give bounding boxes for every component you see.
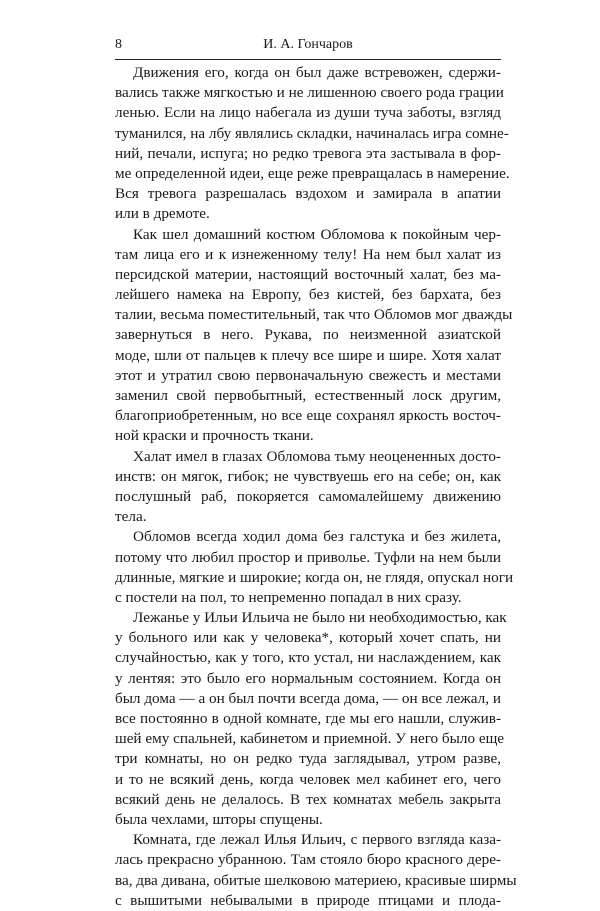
text-line: Комната, где лежал Илья Ильич, с первого взгляда каза-: [133, 831, 501, 849]
text-line: потому что любил простор и приволье. Туфли на нем были: [115, 548, 501, 566]
text-line: Вся тревога разрешалась вздохом и замирала в апатии: [115, 185, 501, 203]
text-line: Халат имел в глазах Обломова тьму неоцененных досто-: [133, 447, 501, 465]
text-line: талии, весьма поместительный, так что Обломов мог дважды: [115, 306, 513, 324]
text-line: Как шел домашний костюм Обломова к покойным чер-: [133, 225, 501, 243]
text-line: персидской материи, настоящий восточный халат, без ма-: [115, 265, 501, 283]
text-line: был дома — а он был почти всегда дома, — он все лежал, и: [115, 689, 501, 707]
text-line: вались также мягкостью и не лишенною своего рода грации: [115, 84, 504, 102]
running-title: И. А. Гончаров: [263, 37, 353, 52]
text-line: ме определенной идеи, еще реже превращалась в намерение.: [115, 164, 510, 182]
text-line: ленью. Если на лицо набегала из души туча заботы, взгляд: [115, 104, 501, 122]
paragraph: [115, 225, 513, 447]
text-line: там лица его и к изнеженному телу! На нем был халат из: [115, 245, 501, 263]
text-line: Обломов всегда ходил дома без галстука и без жилета,: [133, 528, 501, 546]
text-line: и то не всякий день, когда человек мел кабинет его, чего: [115, 770, 501, 788]
text-line: у лентяя: это было его нормальным состоянием. Когда он: [115, 669, 501, 687]
text-line: с вышитыми небывалыми в природе птицами и плода-: [115, 891, 501, 909]
text-line: послушный раб, покоряется самомалейшему движению: [115, 487, 501, 505]
text-line: лась прекрасно убранною. Там стояло бюро красного дере-: [115, 851, 501, 869]
text-line: Движения его, когда он был даже встревожен, сдержи-: [133, 64, 501, 81]
text-line: случайностью, как у того, кто устал, ни наслаждением, как: [115, 649, 501, 667]
text-line: завернуться в него. Рукава, по неизменной азиатской: [115, 326, 501, 344]
text-line: с постели на пол, то непременно попадал в них сразу.: [115, 588, 462, 606]
text-line: была чехлами, шторы спущены.: [115, 810, 323, 828]
paragraph: [115, 608, 507, 830]
text-line: ной краски и прочность ткани.: [115, 427, 314, 445]
text-line: всякий день не делалось. В тех комнатах мебель закрыта: [115, 790, 501, 808]
text-line: моде, шли от пальцев к плечу все шире и шире. Хотя халат: [115, 346, 501, 364]
text-line: тела.: [115, 508, 147, 526]
text-line: длинные, мягкие и широкие; когда он, не глядя, опускал ноги: [115, 568, 514, 586]
text-line: у больного или как у человека*, который хочет спать, ни: [115, 629, 501, 647]
page-body: [115, 63, 517, 911]
text-line: три комнаты, но он редко туда заглядывал, утром разве,: [115, 750, 501, 768]
text-line: благоприобретенным, но все еще сохранял яркость восточ-: [115, 407, 501, 425]
text-line: заменил свой первобытный, естественный лоск другим,: [115, 387, 501, 404]
text-line: ва, два дивана, обитые шелковою материею, красивые ширмы: [115, 871, 517, 889]
page-header: [115, 34, 501, 56]
text-line: или в дремоте.: [115, 205, 210, 223]
text-line: туманился, на лбу являлись складки, начиналась игра сомне-: [115, 124, 509, 142]
text-line: лейшего намека на Европу, без кистей, без бархата, без: [115, 286, 501, 304]
paragraph: [115, 447, 501, 528]
text-line: все постоянно в одной комнате, где мы его нашли, служив-: [115, 710, 501, 727]
text-line: этот и утратил свою первоначальную свежесть и местами: [115, 366, 501, 384]
text-line: шей ему спальней, кабинетом и приемной. У него было еще: [115, 730, 505, 748]
paragraph: [115, 527, 514, 608]
paragraph: [115, 63, 510, 225]
header-rule: [115, 59, 501, 60]
text-line: Лежанье у Ильи Ильича не было ни необходимостью, как: [133, 609, 507, 627]
paragraph: [115, 830, 517, 911]
text-line: инств: он мягок, гибок; не чувствуешь его на себе; он, как: [115, 467, 501, 485]
text-line: ний, печали, испуга; но редко тревога эта застывала в фор-: [115, 144, 501, 162]
page-number: 8: [115, 37, 122, 52]
